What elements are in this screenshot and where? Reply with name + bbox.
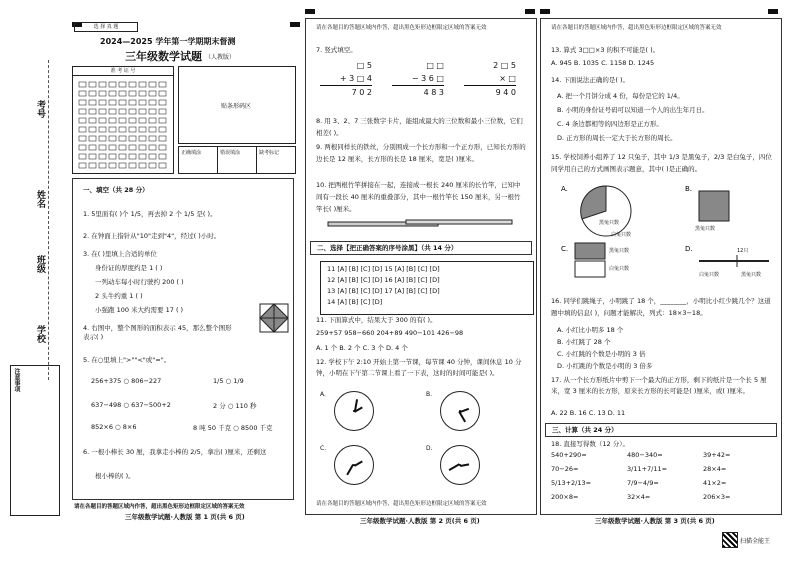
id-bubble[interactable] <box>89 91 96 96</box>
alignment-mark <box>540 9 550 14</box>
id-bubble[interactable] <box>89 145 96 150</box>
calc-item: 5/13+2/13= <box>551 479 592 487</box>
calc-item: 3/11+7/11= <box>627 465 668 473</box>
top-notice: 请在各题目的答题区域内作答，超出黑色矩形边框限定区域的答案无效 <box>316 25 487 31</box>
answer-row[interactable]: 14 [A] [B] [C] [D] <box>327 298 383 306</box>
notice-box <box>10 365 60 516</box>
answer-sheet[interactable] <box>320 261 534 315</box>
id-bubble[interactable] <box>109 100 116 105</box>
q3a: 身份证的厚度约是 1 ( ) <box>95 264 163 272</box>
id-bubble[interactable] <box>79 100 86 105</box>
id-bubble[interactable] <box>149 100 156 105</box>
opt-b-label: 黑兔只数 <box>695 226 716 232</box>
page1-footer: 三年级数学试题·人教版 第 1 页(共 6 页) <box>125 513 245 521</box>
calc-item: 540+290= <box>551 451 587 459</box>
edition: （人教版） <box>205 54 236 61</box>
scanner-watermark: 扫描全能王 <box>740 538 771 545</box>
q10: 10. 把两根竹竿拼接在一起，连接成一根长 240 厘米的长竹竿，已知中间有一段长 40 厘米的重叠部分，其中一根竹竿长 150 厘米，另一根竹竿长( )厘米。 <box>316 181 521 213</box>
pie-label-black: 黑兔只数 <box>599 220 620 226</box>
id-bubble[interactable] <box>159 145 166 150</box>
id-bubble[interactable] <box>109 109 116 114</box>
id-bubble[interactable] <box>99 100 106 105</box>
id-bubble[interactable] <box>159 118 166 123</box>
id-bubble[interactable] <box>79 82 86 87</box>
fill-correct-label: 正确填涂 <box>179 147 218 173</box>
section-fill-in <box>72 178 294 500</box>
id-bubble[interactable] <box>99 109 106 114</box>
id-bubble[interactable] <box>109 91 116 96</box>
id-bubble[interactable] <box>129 118 136 123</box>
q17-options: A. 22 B. 16 C. 13 D. 11 <box>551 409 626 417</box>
pie-label-white: 白兔只数 <box>611 232 632 238</box>
clock-label-b: B. <box>426 391 433 398</box>
q14a: A. 把一个月饼分成 4 份，每份是它的 1/4。 <box>557 92 684 100</box>
calc-item: 206×3= <box>703 493 731 501</box>
q11-items: 259+57 958−660 204+89 490−101 426−98 <box>316 329 464 337</box>
q15: 15. 学校饲养小组养了 12 只兔子，其中 1/3 是黑兔子，2/3 是白兔子，四位同学用自己的方式画图表示题意，其中( )是正确的。 <box>551 153 772 173</box>
q7: 7. 竖式填空。 <box>316 46 357 54</box>
q14b: B. 小明的身份证号码可以知道一个人的出生年月日。 <box>557 106 709 114</box>
id-bubble[interactable] <box>129 109 136 114</box>
answer-row[interactable]: 12 [A] [B] [C] [D] 16 [A] [B] [C] [D] <box>327 276 440 284</box>
opt-c-label-black: 黑兔只数 <box>609 248 630 254</box>
opt-d-label-total: 12只 <box>737 248 749 254</box>
id-bubble[interactable] <box>119 154 126 159</box>
calc-item: 28×4= <box>703 465 727 473</box>
bubble-grid <box>73 76 173 172</box>
clock-label-d: D. <box>426 445 433 452</box>
q15-option-figures <box>561 181 771 281</box>
calc-item: 7/9−4/9= <box>627 479 659 487</box>
id-bubble[interactable] <box>139 82 146 87</box>
id-bubble[interactable] <box>129 145 136 150</box>
missing-mark-label: 缺考标记 <box>259 150 280 156</box>
q3b: 一列动车每小时行驶约 200 ( ) <box>95 278 184 286</box>
q14: 14. 下面说法正确的是( )。 <box>551 76 630 84</box>
q16c: C. 小红跳的个数是小明的 3 倍 <box>557 350 646 358</box>
q3: 3. 在( )里填上合适的单位 <box>83 250 157 258</box>
id-bubble[interactable] <box>79 109 86 114</box>
id-bubble[interactable] <box>159 127 166 132</box>
top-notice-3: 请在各题目的答题区域内作答，超出黑色矩形边框限定区域的答案无效 <box>551 25 722 31</box>
id-bubble[interactable] <box>89 136 96 141</box>
svg-text:C.: C. <box>561 245 569 253</box>
cmp3a: 852×6 ○ 8×6 <box>91 423 137 431</box>
id-bubble[interactable] <box>119 118 126 123</box>
col1-notice: 请在各题目的答题区域内作答，超出黑色矩形边框限定区域的答案无效 <box>74 504 245 510</box>
id-bubble[interactable] <box>129 100 136 105</box>
id-bubble[interactable] <box>139 163 146 168</box>
id-bubble[interactable] <box>99 154 106 159</box>
id-bubble[interactable] <box>89 127 96 132</box>
cmp2b: 2 分 ○ 110 秒 <box>213 402 257 410</box>
id-bubble[interactable] <box>89 154 96 159</box>
id-bubble[interactable] <box>149 136 156 141</box>
opt-c-label-white: 白兔只数 <box>609 266 630 272</box>
id-bubble[interactable] <box>119 127 126 132</box>
column-page-3 <box>540 18 782 515</box>
q3c: 2 头牛约重 1 ( ) <box>95 292 143 300</box>
vertical-calc-1: □ 5 + 3 □ 4 7 0 2 <box>320 59 372 99</box>
q13-options: A. 945 B. 1035 C. 1158 D. 1245 <box>551 59 655 67</box>
id-bubble[interactable] <box>129 163 136 168</box>
id-bubble[interactable] <box>129 82 136 87</box>
alignment-mark <box>525 9 535 14</box>
q2: 2. 在钟面上指针从"10"走到"4"，经过( )小时。 <box>83 232 221 240</box>
id-bubble[interactable] <box>159 154 166 159</box>
q6b: 根小棒的( )。 <box>95 472 135 480</box>
id-bubble[interactable] <box>89 118 96 123</box>
name-label: 姓名 <box>35 190 45 208</box>
seal-top: 选 择 真 题 <box>74 22 138 32</box>
id-bubble[interactable] <box>79 145 86 150</box>
id-bubble[interactable] <box>109 127 116 132</box>
calc-item: 480−340= <box>627 451 663 459</box>
id-bubble[interactable] <box>119 163 126 168</box>
bamboo-pole-drawing <box>326 217 516 231</box>
q8: 8. 用 3、2、7 三张数字卡片，能组成最大的三位数和最小三位数，它们相差( )。 <box>316 117 523 137</box>
id-bubble[interactable] <box>149 154 156 159</box>
id-bubble[interactable] <box>149 82 156 87</box>
id-bubble[interactable] <box>149 127 156 132</box>
q18: 18. 直接写得数（12 分）。 <box>551 440 629 448</box>
cut-line <box>48 60 50 380</box>
id-bubble[interactable] <box>119 136 126 141</box>
id-bubble[interactable] <box>159 82 166 87</box>
id-bubble[interactable] <box>99 163 106 168</box>
clock-b <box>440 391 480 431</box>
id-bubble[interactable] <box>109 154 116 159</box>
id-bubble[interactable] <box>159 163 166 168</box>
q13: 13. 算式 3□□×3 的积不可能是( )。 <box>551 46 660 54</box>
id-bubble[interactable] <box>99 136 106 141</box>
id-bubble[interactable] <box>109 136 116 141</box>
id-bubble[interactable] <box>149 91 156 96</box>
cmp1b: 1/5 ○ 1/9 <box>213 377 244 385</box>
fill-example <box>178 146 296 174</box>
q5: 5. 在○里填上">""<"或"="。 <box>83 356 171 364</box>
exam-id-label: 准 考 证 号 <box>73 67 173 76</box>
id-bubble[interactable] <box>119 82 126 87</box>
id-bubble[interactable] <box>139 100 146 105</box>
id-bubble[interactable] <box>129 136 136 141</box>
school-label: 学校 <box>35 325 45 343</box>
id-bubble[interactable] <box>119 91 126 96</box>
qr-code-icon <box>722 532 738 548</box>
exam-id-grid <box>72 66 174 174</box>
class-label: 班级 <box>35 255 45 273</box>
q4: 4. 右图中，整个图形的面积表示 45，那么整个图形表示( ) <box>83 324 232 341</box>
section1-title: 一、填空（共 28 分） <box>83 186 149 194</box>
q6: 6. 一根小棒长 30 厘，我拿走小棒的 2/5，拿出( )厘米，还剩这 <box>83 448 267 456</box>
id-bubble[interactable] <box>99 91 106 96</box>
q14d: D. 正方形的周长一定大于长方形的周长。 <box>557 134 677 142</box>
id-bubble[interactable] <box>89 100 96 105</box>
id-bubble[interactable] <box>149 109 156 114</box>
svg-text:D.: D. <box>685 245 693 253</box>
q12: 12. 学校下午 2:10 开始上第一节课，每节课 40 分钟，课间休息 10 分钟，小明在下午第二节课上看了一下表，这时的时间可能是( )。 <box>316 358 522 377</box>
cmp3b: 8 吨 50 千克 ○ 8500 千克 <box>193 424 273 432</box>
id-bubble[interactable] <box>119 109 126 114</box>
opt-d-label-white: 白兔只数 <box>699 272 720 278</box>
id-bubble[interactable] <box>79 118 86 123</box>
fill-wrong-label: 错误填涂 <box>218 147 257 173</box>
id-bubble[interactable] <box>79 163 86 168</box>
clock-a <box>334 391 374 431</box>
id-bubble[interactable] <box>89 82 96 87</box>
vertical-calc-2: □ □ − 3 6 □ 4 8 3 <box>392 59 444 99</box>
calc-item: 70−26= <box>551 465 579 473</box>
id-bubble[interactable] <box>109 145 116 150</box>
clock-c <box>334 445 374 485</box>
id-bubble[interactable] <box>159 91 166 96</box>
q1: 1. 5里面有( )个 1/5，再去掉 2 个 1/5 是( )。 <box>83 210 217 218</box>
calc-item: 39+42= <box>703 451 731 459</box>
id-bubble[interactable] <box>129 154 136 159</box>
q9: 9. 两根同样长的铁丝，分别围成一个长方形和一个正方形，已知长方形的边长是 12 厘米，长方形的长是 18 厘米，宽是( )厘米。 <box>316 143 526 163</box>
calc-item: 200×8= <box>551 493 579 501</box>
id-bubble[interactable] <box>99 127 106 132</box>
cmp1a: 256+375 ○ 806−227 <box>91 377 162 385</box>
id-bubble[interactable] <box>109 82 116 87</box>
q16a: A. 小红比小明多 18 个 <box>557 326 624 334</box>
exam-number-label: 考号 <box>35 100 45 118</box>
alignment-mark <box>768 9 778 14</box>
barcode-label: 贴条形码区 <box>221 103 252 110</box>
id-bubble[interactable] <box>99 118 106 123</box>
id-bubble[interactable] <box>139 91 146 96</box>
id-bubble[interactable] <box>149 118 156 123</box>
barcode-area <box>178 66 296 144</box>
school-year-title: 2024—2025 学年第一学期期末督测 <box>100 37 236 46</box>
id-bubble[interactable] <box>139 109 146 114</box>
id-bubble[interactable] <box>139 136 146 141</box>
id-bubble[interactable] <box>159 100 166 105</box>
id-bubble[interactable] <box>109 118 116 123</box>
q14c: C. 4 条边都相等的四边形是正方形。 <box>557 120 663 128</box>
q16b: B. 小红跳了 28 个 <box>557 338 611 346</box>
opt-d-label-black: 黑兔只数 <box>741 272 762 278</box>
q4-shape <box>259 303 289 333</box>
id-bubble[interactable] <box>79 136 86 141</box>
id-bubble[interactable] <box>139 127 146 132</box>
id-bubble[interactable] <box>139 145 146 150</box>
id-bubble[interactable] <box>119 145 126 150</box>
id-bubble[interactable] <box>79 91 86 96</box>
id-bubble[interactable] <box>129 91 136 96</box>
alignment-mark <box>290 22 300 27</box>
alignment-mark <box>305 9 315 14</box>
id-bubble[interactable] <box>139 118 146 123</box>
id-bubble[interactable] <box>159 109 166 114</box>
page2-footer: 三年级数学试题·人教版 第 2 页(共 6 页) <box>360 517 480 525</box>
q16: 16. 同学们跳绳子，小明跳了 18 个，________，小明比小红少跳几个？这道题中填的信息( )，问题才能解决，列式：18×3−18。 <box>551 297 771 317</box>
id-bubble[interactable] <box>79 154 86 159</box>
answer-row[interactable]: 13 [A] [B] [C] [D] 17 [A] [B] [C] [D] <box>327 287 440 295</box>
id-bubble[interactable] <box>79 127 86 132</box>
clock-label-c: C. <box>320 445 327 452</box>
q11: 11. 下面算式中，结果大于 300 的有( )。 <box>316 316 437 324</box>
q3d: 小强跑 100 米大约需要 17 ( ) <box>95 306 184 314</box>
id-bubble[interactable] <box>119 100 126 105</box>
page3-footer: 三年级数学试题·人教版 第 3 页(共 6 页) <box>595 517 715 525</box>
id-bubble[interactable] <box>149 163 156 168</box>
id-bubble[interactable] <box>139 154 146 159</box>
notice-title: 注意事项 <box>13 368 20 392</box>
q16d: D. 小红跳的个数是小明的 3 倍多 <box>557 362 653 370</box>
id-bubble[interactable] <box>89 109 96 114</box>
bottom-notice: 请在各题目的答题区域内作答，超出黑色矩形边框限定区域的答案无效 <box>316 501 487 507</box>
clock-label-a: A. <box>320 391 326 398</box>
q11-options: A. 1 个 B. 2 个 C. 3 个 D. 4 个 <box>316 344 408 352</box>
section2-title: 二、选择【把正确答案的序号涂黑】（共 14 分） <box>310 241 532 255</box>
id-bubble[interactable] <box>129 127 136 132</box>
id-bubble[interactable] <box>159 136 166 141</box>
id-bubble[interactable] <box>99 82 106 87</box>
q17: 17. 从一个长方形纸片中剪下一个最大的正方形，剩下的纸片是一个长 5 厘米，宽 3 厘米的长方形，原来长方形的长可能是( )厘米，或( )厘米。 <box>551 376 767 395</box>
clock-d <box>440 445 480 485</box>
answer-row[interactable]: 11 [A] [B] [C] [D] 15 [A] [B] [C] [D] <box>327 265 440 273</box>
calc-item: 41×2= <box>703 479 727 487</box>
calc-item: 32×4= <box>627 493 651 501</box>
id-bubble[interactable] <box>89 163 96 168</box>
exam-title: 三年级数学试题 <box>125 50 202 63</box>
id-bubble[interactable] <box>109 163 116 168</box>
id-bubble[interactable] <box>149 145 156 150</box>
section3-title: 三、计算（共 24 分） <box>545 423 777 437</box>
column-page-2 <box>305 18 537 515</box>
id-bubble[interactable] <box>99 145 106 150</box>
vertical-calc-3: 2 □ 5 × □ 9 4 0 <box>464 59 516 99</box>
svg-text:A.: A. <box>561 185 568 193</box>
svg-text:B.: B. <box>685 185 693 193</box>
cmp2a: 637−498 ○ 637−500+2 <box>91 401 171 409</box>
